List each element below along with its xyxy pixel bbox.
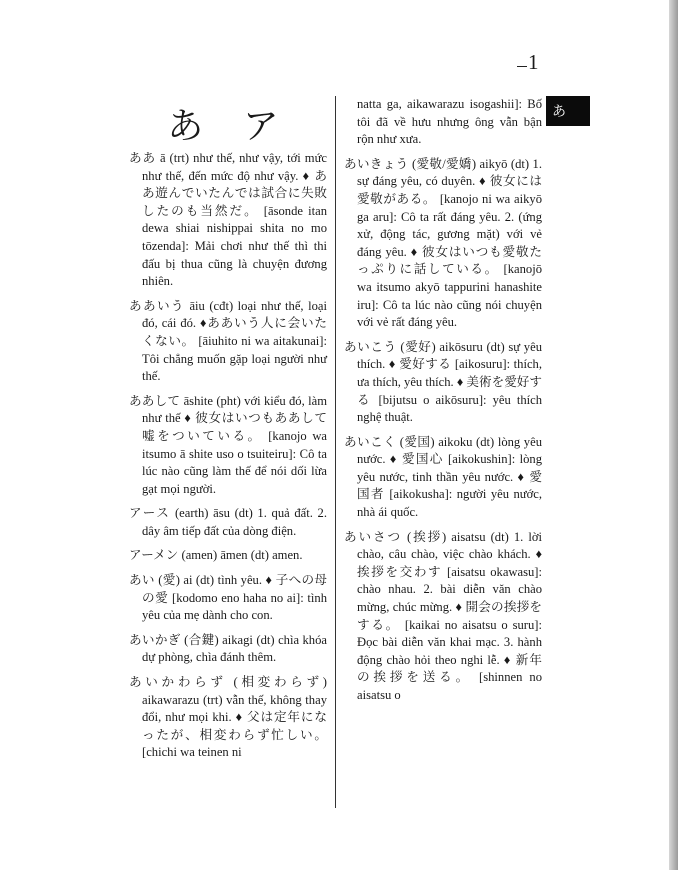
dictionary-entry: あいかわらず (相変わらず) aikawarazu (trt) vẫn thế, không thay đổi, như mọi khi. ♦ 父は定年になったが、相変わらず忙しい。 [chichi wa teinen ni [129, 675, 327, 760]
dictionary-entry: あいさつ (挨拶) aisatsu (dt) 1. lời chào, câu chào, việc chào khách. ♦ 挨拶を交わす [aisatsu okawasu]: chào nhau. 2. bài diễn văn chào mừng, chúc mừng. ♦ 開会の挨拶をする。 [kaikai no aisatsu o suru]: Đọc bài diễn văn khai mạc. 3. hành động chào hỏi theo nghi lễ. ♦ 新年の挨拶を送る。 [shinnen no aisatsu o [344, 529, 542, 702]
right-column [344, 96, 542, 712]
section-heading: あ ア [167, 106, 293, 147]
page-number [517, 50, 539, 75]
dictionary-entry: アーメン (amen) āmen (dt) amen. [129, 548, 303, 563]
page-number-text: 1 [528, 50, 539, 74]
dictionary-entry: あいきょう (愛敬/愛嬌) aikyō (dt) 1. sự đáng yêu, có duyên. ♦ 彼女には愛敬がある。 [kanojo ni wa aikyō ga aru]: Cô ta rất đáng yêu. 2. (ứng xử, động tác, gương mặt) với vẻ đáng yêu. ♦ 彼女はいつも愛敬たっぷりに話している。 [kanojō wa itsumo akyō tappurini hanashite iru]: Cô ta lúc nào cũng nói chuyện với vẻ rất đáng yêu. [344, 156, 542, 330]
dictionary-entry: あいこく (愛国) aikoku (dt) lòng yêu nước. ♦ 愛国心 [aikokushin]: lòng yêu nước, tinh thần yêu nước. ♦ 愛国者 [aikokusha]: người yêu nước, nhà ái quốc. [344, 434, 542, 520]
page-edge-shadow [669, 0, 678, 870]
dictionary-entry: ああいう āiu (cđt) loại như thế, loại đó, cái đó. ♦ああいう人に会いたくない。 [āiuhito ni wa aitakunai]: Tôi chẳng muốn gặp loại người như thế. [129, 298, 327, 384]
dictionary-entry: アース (earth) āsu (dt) 1. quả đất. 2. dây âm tiếp đất của dòng điện. [129, 506, 327, 538]
dictionary-entry: あい (愛) ai (dt) tình yêu. ♦ 子への母の愛 [kodomo eno haha no ai]: tình yêu của mẹ dành cho con. [129, 573, 327, 623]
dictionary-entry-continued: natta ga, aikawarazu isogashii]: Bố tôi đã về hưu nhưng ông vẫn bận rộn như xưa. [357, 97, 542, 147]
thumb-tab-label: あ [552, 105, 566, 120]
column-divider [335, 96, 336, 808]
left-column [129, 150, 327, 769]
dictionary-entry: あいかぎ (合鍵) aikagi (dt) chìa khóa dự phòng, chìa đánh thêm. [129, 632, 327, 665]
dictionary-entry: ああして āshite (pht) với kiểu đó, làm như thế ♦ 彼女はいつもああして嘘をついている。 [kanojo wa itsumo ā shite uso o tsuiteiru]: Cô ta lúc nào cũng làm thế để nói dối lừa gạt mọi người. [129, 393, 327, 496]
dictionary-entry: ああ ā (trt) như thế, như vậy, tới mức như thế, đến mức độ như vậy. ♦ ああ遊んでいたんでは試合に失敗したのも当然だ。 [āsonde itan dewa shiai nishippai shita no mo tōzenda]: Mải chơi như thế thì thi đấu bị thua cũng là chuyện đương nhiên. [129, 151, 327, 289]
dictionary-entry: あいこう (愛好) aikōsuru (dt) sự yêu thích. ♦ 愛好する [aikosuru]: thích, ưa thích, yêu thích. ♦ 美術を愛好する [bijutsu o aikōsuru]: yêu thích nghệ thuật. [344, 339, 542, 425]
thumb-index-tab [546, 96, 590, 126]
page-number-rule [517, 50, 527, 67]
